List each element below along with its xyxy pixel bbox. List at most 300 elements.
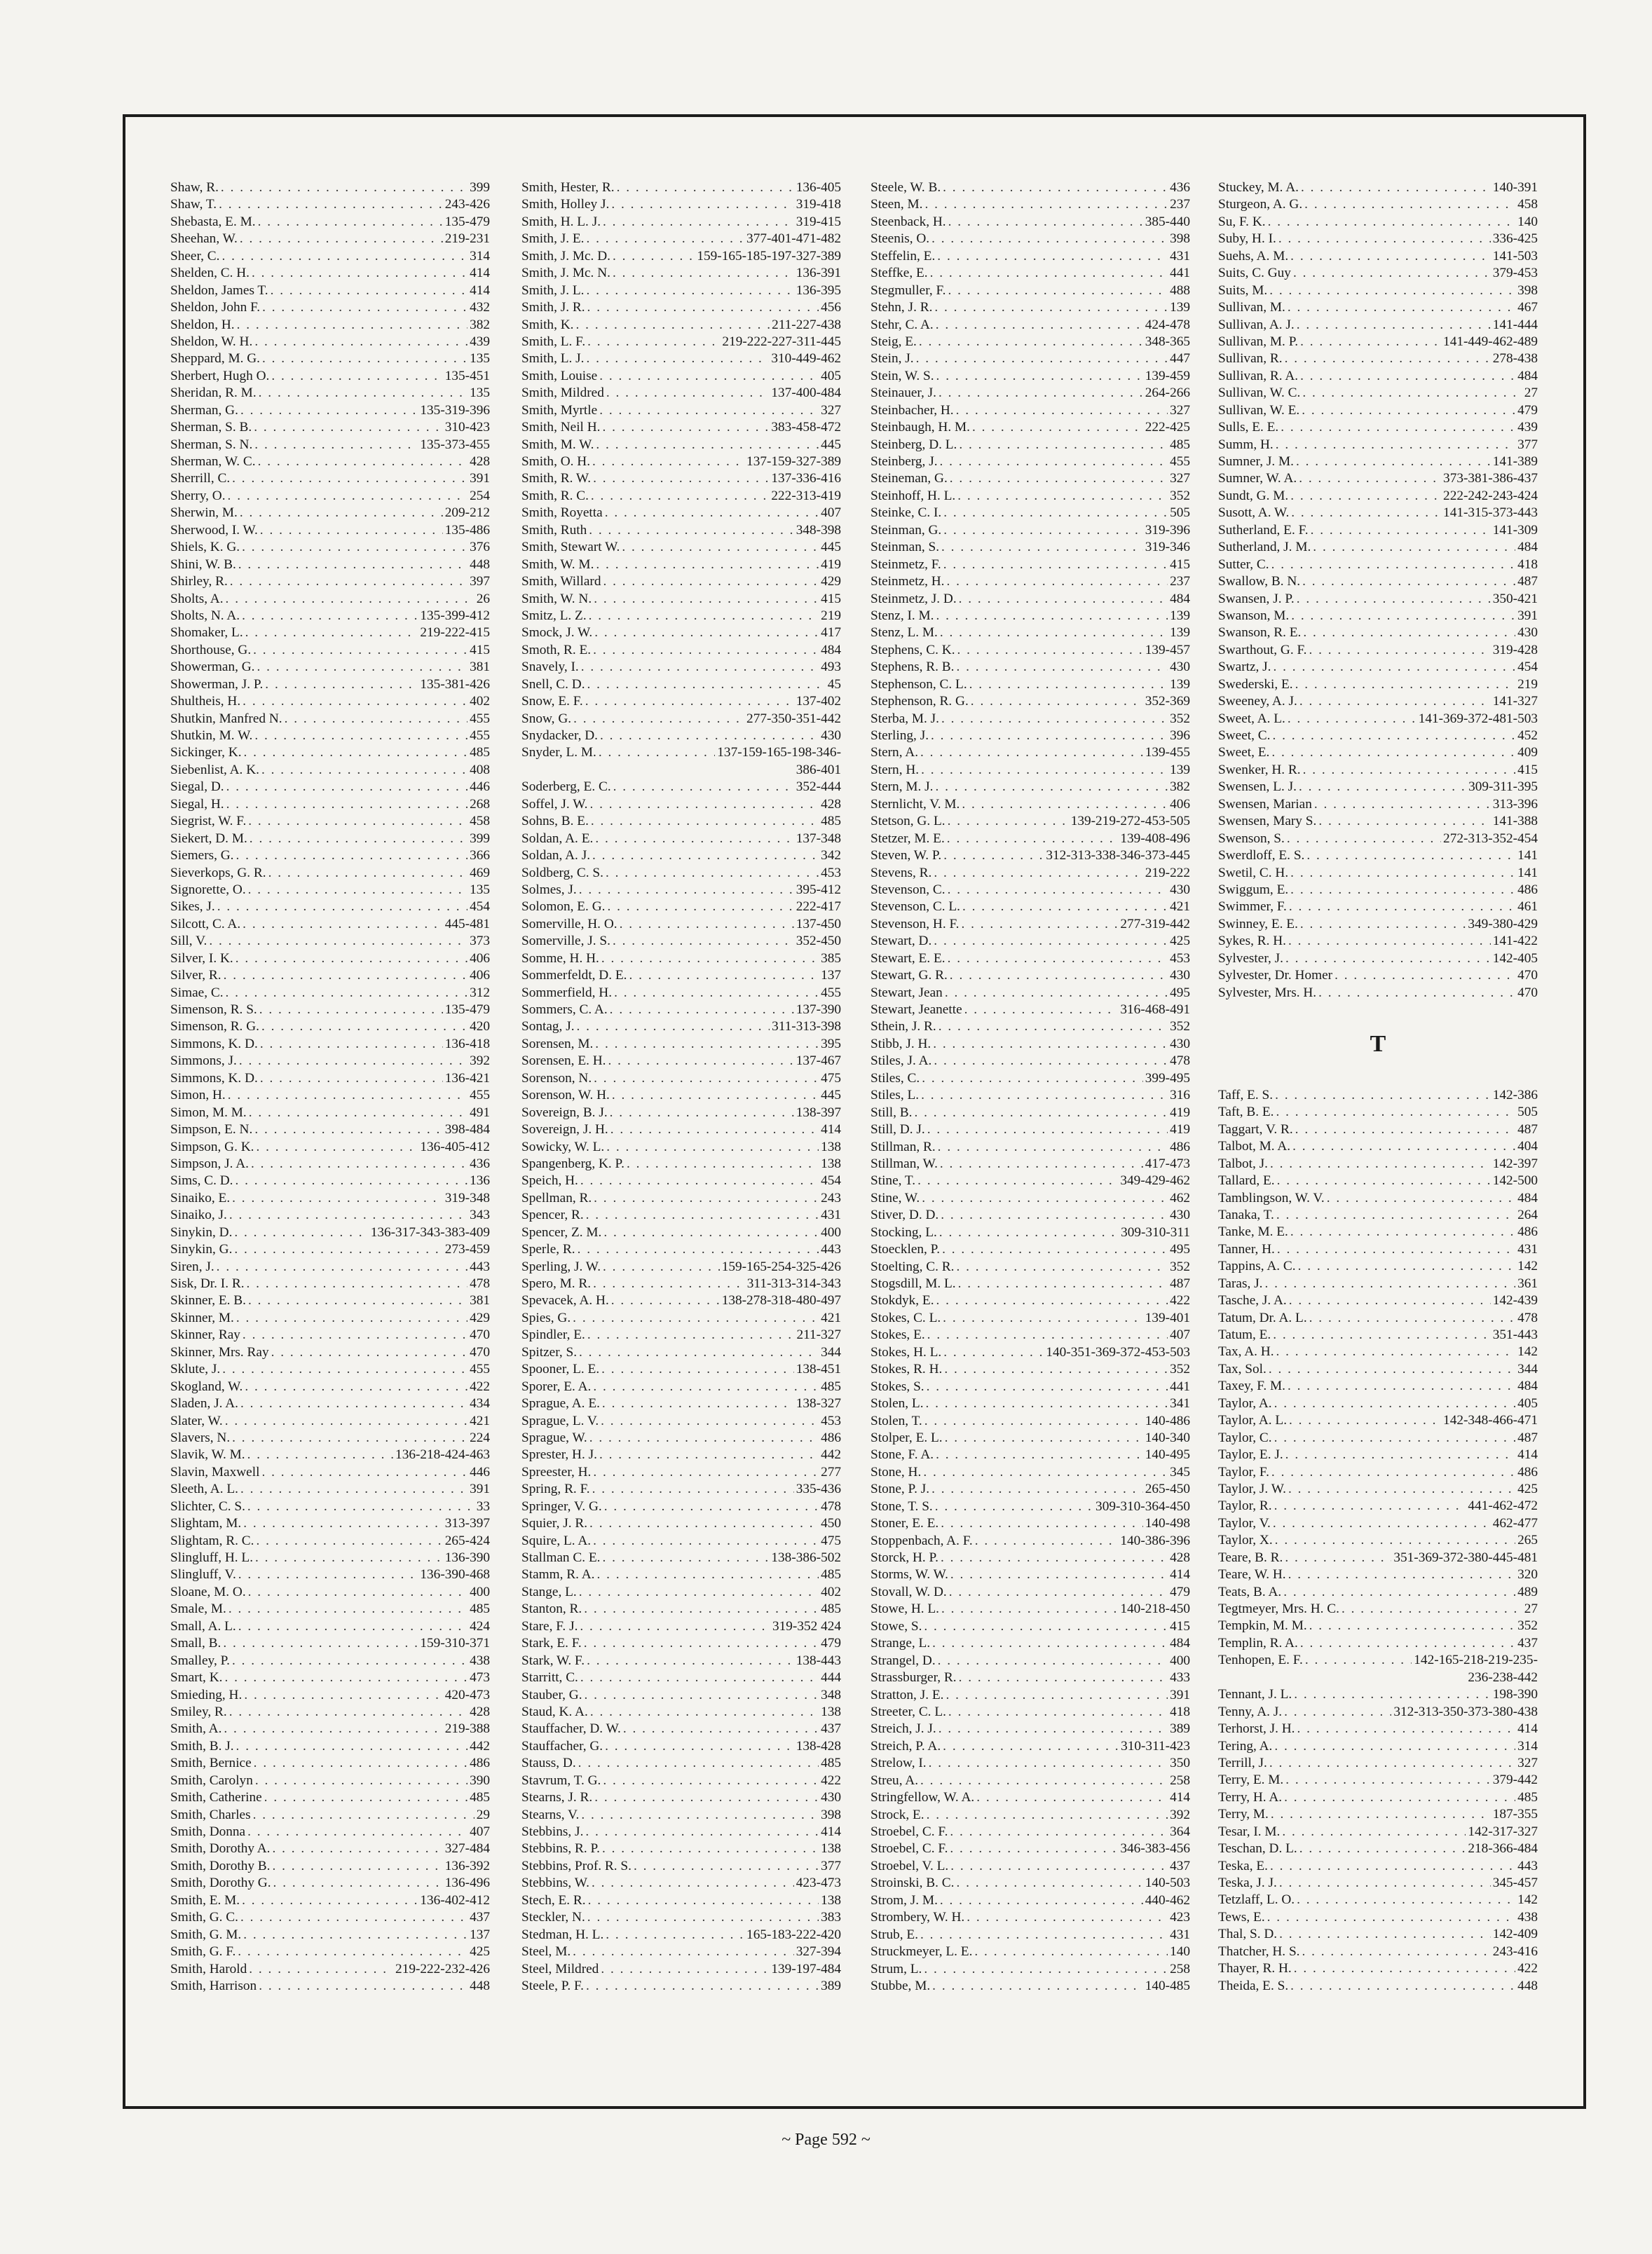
dot-leader [934,1053,1168,1070]
index-entry [1218,437,1538,453]
entry-name: Thal, S. D. [1218,1927,1278,1942]
entry-page-numbers: 141-327 [1492,694,1538,709]
entry-page-numbers: 398 [821,1807,841,1822]
dot-leader [1271,1464,1515,1481]
entry-name: Teska, E. [1218,1858,1268,1873]
entry-name: Stern, M. J. [871,779,934,795]
dot-leader [933,1036,1168,1053]
index-entry [170,179,490,196]
entry-name: Simmons, K. D. [170,1036,258,1051]
entry-page-numbers: 382 [1170,779,1190,795]
entry-page-numbers: 209-212 [444,505,490,521]
index-entry [1218,1498,1538,1515]
dot-leader [226,985,468,1002]
index-entry [871,1395,1190,1412]
dot-leader [936,608,1168,624]
entry-name: Stokes, S. [871,1379,924,1394]
dot-leader [602,1840,819,1857]
index-entry [1218,1618,1538,1634]
dot-leader [1276,1104,1516,1121]
entry-name: Shirley, R. [170,574,228,589]
index-entry [1218,1173,1538,1189]
dot-leader [629,967,819,984]
entry-page-numbers: 135 [470,882,490,897]
dot-leader [936,1447,1143,1463]
index-entry [170,1276,490,1292]
dot-leader [1302,573,1515,590]
index-entry [170,402,490,419]
entry-page-numbers: 327 [821,402,841,418]
entry-page-numbers: 135-451 [444,368,490,383]
entry-name: Stern, H. [871,762,920,777]
index-entry [521,248,841,265]
index-entry [1218,1704,1538,1721]
entry-name: Smith, Neil H. [521,420,601,435]
entry-page-numbers: 219-222-227-311-445 [722,334,841,349]
dot-leader [254,1121,442,1138]
entry-name: Sheldon, John F. [170,300,261,315]
entry-name: Strub, E. [871,1927,919,1942]
entry-page-numbers: 382 [470,317,490,332]
entry-page-numbers: 319-346 [1145,540,1190,555]
entry-page-numbers: 443 [470,1259,490,1274]
dot-leader [956,402,1168,419]
entry-name: Tatum, E. [1218,1327,1271,1342]
entry-name: Stegmuller, F. [871,282,946,298]
dot-leader [595,1036,819,1053]
dot-leader [613,779,794,795]
entry-page-numbers: 404 [1517,1139,1538,1154]
entry-name: Sundt, G. M. [1218,488,1289,503]
entry-name: Sherwood, I. W. [170,522,258,538]
entry-page-numbers: 136-218-424-463 [395,1447,490,1463]
entry-name: Stillman, W. [871,1156,938,1171]
index-entry [871,1721,1190,1737]
entry-page-numbers: 456 [821,300,841,315]
entry-page-numbers: 414 [821,1122,841,1138]
entry-page-numbers: 327-484 [444,1841,490,1857]
dot-leader [949,1584,1168,1601]
index-entry [521,350,841,367]
entry-page-numbers: 316 [1170,1088,1190,1103]
dot-leader [236,847,468,864]
index-entry [871,1241,1190,1258]
index-entry [170,624,490,641]
entry-name: Tanke, M. E. [1218,1224,1288,1240]
index-entry [521,1207,841,1224]
entry-name: Spies, G. [521,1310,571,1325]
dot-leader [1290,1224,1515,1241]
entry-page-numbers: 428 [1170,1550,1190,1565]
entry-page-numbers: 455 [470,728,490,743]
dot-leader [1303,762,1515,779]
dot-leader [606,1927,744,1944]
entry-name: Sloane, M. O. [170,1584,246,1599]
entry-name: Stamm, R. A. [521,1567,595,1583]
index-entry [1218,831,1538,847]
index-entry [1218,676,1538,693]
entry-name: Smith, O. H. [521,454,591,469]
entry-page-numbers: 420 [470,1019,490,1034]
entry-name: Struckmeyer, L. E. [871,1944,973,1960]
index-entry [170,1481,490,1498]
entry-name: Sullivan, A. J. [1218,317,1295,332]
entry-name: Stephenson, C. L. [871,676,967,692]
dot-leader [926,1395,1168,1412]
index-entry [521,1515,841,1532]
entry-page-numbers: 415 [470,642,490,657]
entry-name: Slightam, M. [170,1516,242,1531]
dot-leader [1297,1721,1516,1737]
entry-page-numbers: 136-405 [796,180,841,195]
index-entry [871,1755,1190,1772]
entry-name: Smale, M. [170,1601,226,1617]
dot-leader [243,1927,467,1944]
entry-page-numbers: 313-396 [1492,796,1538,812]
entry-page-numbers: 136-390-468 [420,1567,490,1583]
index-entry [871,1327,1190,1344]
index-entry [871,1653,1190,1669]
index-entry [170,437,490,453]
entry-name: Swenson, S. [1218,831,1285,846]
dot-leader [240,231,443,247]
entry-name: Steinman, G. [871,522,942,538]
entry-name: Strassburger, R. [871,1670,957,1686]
entry-name: Sturgeon, A. G. [1218,197,1303,212]
entry-name: Showerman, J. P. [170,676,264,692]
dot-leader [1276,1207,1515,1224]
dot-leader [251,1156,467,1173]
index-entry-continuation [1218,1669,1538,1686]
index-entry [871,1618,1190,1635]
index-entry [871,1687,1190,1704]
entry-page-numbers: 137 [821,968,841,983]
entry-name: Sheer, C. [170,248,220,264]
entry-name: Tanner, H. [1218,1241,1275,1257]
entry-page-numbers: 137-402 [796,694,841,709]
index-entry [521,1858,841,1875]
entry-name: Slater, W. [170,1413,223,1428]
dot-leader [603,1773,819,1789]
index-entry [1218,1601,1538,1618]
entry-name: Swimmer, F. [1218,899,1287,915]
index-entry [1218,1327,1538,1344]
entry-page-numbers: 136-405-412 [420,1139,490,1154]
entry-page-numbers: 361 [1517,1276,1538,1291]
entry-name: Skinner, E. B. [170,1293,246,1309]
entry-name: Smith, J. E. [521,231,585,247]
entry-name: Silver, R. [170,968,221,983]
entry-name: Solmes, J. [521,882,577,897]
entry-name: Tetzlaff, L. O. [1218,1892,1295,1908]
entry-name: Staud, K. A. [521,1704,588,1719]
index-entry [170,196,490,213]
index-entry [1218,711,1538,728]
index-entry [1218,419,1538,436]
dot-leader [941,539,1143,556]
dot-leader [934,865,1142,882]
entry-page-numbers: 350 [1170,1756,1190,1771]
entry-name: Sheridan, R. M. [170,385,257,401]
entry-page-numbers: 141-369-372-481-503 [1418,711,1538,726]
index-entry [170,265,490,282]
entry-page-numbers: 395 [821,1036,841,1051]
entry-page-numbers: 310-311-423 [1121,1738,1190,1754]
index-entry [170,693,490,710]
index-entry [170,847,490,864]
index-entry [871,1944,1190,1960]
dot-leader [931,231,1168,247]
dot-leader [932,1978,1143,1995]
entry-page-numbers: 352 [1170,1019,1190,1034]
entry-page-numbers: 469 [470,865,490,880]
index-entry [521,1738,841,1755]
entry-page-numbers: 437 [821,1721,841,1737]
dot-leader [217,899,467,915]
entry-name: Sorenson, N. [521,1070,592,1086]
entry-name: Shomaker, L. [170,625,243,641]
entry-page-numbers: 439 [470,334,490,349]
dot-leader [1300,1635,1515,1652]
entry-page-numbers: 485 [821,1379,841,1394]
entry-page-numbers: 385-440 [1145,214,1190,229]
entry-name: Tenhopen, E. F. [1218,1653,1303,1668]
entry-name: Teska, J. J. [1218,1876,1277,1890]
entry-page-numbers: 448 [1517,1978,1538,1993]
entry-page-numbers: 136-395 [796,282,841,298]
index-entry [170,1498,490,1515]
index-entry [170,1156,490,1173]
entry-page-numbers: 455 [470,1088,490,1103]
entry-page-numbers: 422 [1517,1961,1538,1976]
entry-page-numbers: 376 [470,540,490,555]
entry-name: Sylvester, J. [1218,950,1283,966]
dot-leader [962,796,1168,813]
index-entry [170,1070,490,1087]
entry-page-numbers: 402 [821,1584,841,1599]
entry-name: Stearns, J. R. [521,1790,593,1805]
entry-page-numbers: 395-412 [796,882,841,897]
entry-name: Stokes, C. L. [871,1310,941,1325]
index-entry [1218,1464,1538,1481]
entry-name: Sutter, C. [1218,556,1269,572]
entry-name: Strock, E. [871,1807,924,1822]
entry-page-numbers: 140-218-450 [1120,1601,1190,1617]
entry-page-numbers: 352 [1170,488,1190,503]
entry-page-numbers: 458 [470,814,490,829]
entry-name: Sperle, R. [521,1242,575,1257]
entry-page-numbers: 453 [1170,950,1190,966]
index-entry [1218,179,1538,196]
dot-leader [929,1755,1168,1772]
index-entry [871,282,1190,299]
dot-leader [593,1533,819,1550]
entry-page-numbers: 381 [470,1293,490,1309]
index-entry [1218,1156,1538,1173]
index-entry [1218,1258,1538,1275]
entry-page-numbers: 344 [821,1344,841,1360]
dot-leader [235,1173,467,1189]
entry-page-numbers: 431 [821,1208,841,1223]
index-entry [1218,916,1538,933]
dot-leader [226,796,467,813]
index-entry [1218,539,1538,556]
dot-leader [1300,916,1466,933]
entry-name: Shaw, T. [170,197,217,212]
dot-leader [237,317,467,334]
index-entry [170,1036,490,1053]
dot-leader [589,1515,819,1532]
entry-page-numbers: 485 [821,1756,841,1771]
entry-name: Taylor, V. [1218,1515,1271,1531]
entry-page-numbers: 398 [1517,282,1538,298]
dot-leader [239,1053,467,1070]
index-entry [521,437,841,453]
index-entry [871,1156,1190,1173]
entry-name: Starritt, C. [521,1670,578,1686]
entry-page-numbers: 424 [470,1618,490,1634]
dot-leader [1290,488,1441,505]
dot-leader [601,1961,769,1978]
entry-page-numbers: 26 [476,591,490,606]
entry-page-numbers: 462-477 [1492,1515,1538,1531]
entry-page-numbers: 236-238-442 [1468,1669,1538,1685]
entry-page-numbers: 423 [1170,1910,1190,1925]
index-entry [170,1241,490,1258]
dot-leader [594,1070,819,1087]
entry-page-numbers: 399 [470,831,490,846]
index-entry [871,762,1190,779]
dot-leader [252,265,467,282]
dot-leader [591,488,769,505]
entry-name: Small, A. L. [170,1618,236,1634]
index-entry [1218,1412,1538,1429]
dot-leader [610,1105,794,1121]
index-entry [871,470,1190,487]
entry-name: Steel, M. [521,1944,571,1960]
dot-leader [943,522,1143,539]
entry-page-numbers: 319-415 [796,214,841,229]
entry-page-numbers: 139-457 [1145,642,1190,657]
index-entry [871,796,1190,813]
entry-page-numbers: 414 [821,1824,841,1839]
index-entry [871,933,1190,950]
dot-leader [1271,1806,1491,1823]
entry-page-numbers: 165-183-222-420 [746,1927,841,1942]
index-entry [521,1053,841,1070]
entry-name: Taylor, R. [1218,1498,1272,1514]
entry-name: Susott, A. W. [1218,505,1290,521]
index-entry [170,1344,490,1361]
index-entry [521,1550,841,1566]
index-entry [170,711,490,728]
index-entry [521,1018,841,1035]
entry-page-numbers: 312-313-338-346-373-445 [1046,848,1190,863]
index-entry [871,967,1190,984]
entry-name: Stone, P. J. [871,1482,930,1497]
entry-page-numbers: 379-453 [1492,266,1538,281]
entry-page-numbers: 27 [1524,1601,1538,1616]
index-entry [1218,642,1538,659]
dot-leader [924,1961,1168,1978]
entry-page-numbers: 135-373-455 [420,437,490,452]
dot-leader [224,1669,467,1686]
entry-name: Stine, W. [871,1190,920,1205]
entry-page-numbers: 137-348 [796,831,841,846]
entry-name: Tasche, J. A. [1218,1293,1287,1309]
dot-leader [593,1379,819,1395]
entry-page-numbers: 265-450 [1145,1482,1190,1497]
entry-name: Tax, Sol. [1218,1361,1267,1377]
index-entry [170,762,490,779]
index-entry [871,1276,1190,1292]
entry-page-numbers: 454 [821,1173,841,1189]
index-entry [170,1292,490,1309]
entry-page-numbers: 142 [1517,1344,1538,1360]
index-entry [521,1464,841,1481]
dot-leader [224,967,467,984]
entry-page-numbers: 135 [470,351,490,367]
index-entry [170,1327,490,1344]
entry-name: Stange, L. [521,1584,577,1599]
dot-leader [950,1858,1168,1875]
dot-leader [580,1669,819,1686]
entry-page-numbers: 484 [1517,1190,1538,1205]
entry-name: Taylor, J. W. [1218,1481,1286,1496]
entry-page-numbers: 135-479 [444,214,490,229]
dot-leader [957,488,1168,505]
index-entry [1218,1378,1538,1395]
dot-leader [957,642,1143,659]
entry-page-numbers: 493 [821,660,841,675]
entry-name: Sherman, W. C. [170,454,256,469]
entry-name: Taft, B. E. [1218,1105,1274,1120]
index-entry [871,693,1190,710]
index-entry [521,196,841,213]
index-entry [521,1481,841,1498]
dot-leader [589,522,794,539]
dot-leader [260,522,443,539]
dot-leader [943,847,1044,864]
entry-page-numbers: 142-500 [1492,1173,1538,1189]
entry-page-numbers: 414 [470,266,490,281]
entry-name: Stetson, G. L. [871,814,946,829]
index-entry [170,248,490,265]
index-entry [170,1566,490,1583]
dot-leader [232,1653,467,1669]
entry-name: Stanton, R. [521,1601,582,1617]
entry-page-numbers: 402 [470,694,490,709]
entry-name: Simenson, R. S. [170,1002,257,1017]
index-entry [170,1601,490,1618]
dot-leader [1281,419,1515,436]
entry-name: Stovall, W. D. [871,1584,947,1599]
entry-page-numbers: 505 [1517,1105,1538,1120]
entry-name: Spencer, R. [521,1208,584,1223]
entry-page-numbers: 137-400-484 [771,385,841,401]
entry-name: Sullivan, W. E. [1218,402,1300,418]
index-entry [521,608,841,624]
index-entry [871,1344,1190,1361]
index-entry [521,591,841,608]
entry-page-numbers: 264-266 [1145,385,1190,401]
dot-leader [939,1224,1119,1241]
entry-name: Steinke, C. I. [871,505,942,521]
entry-name: Stallman C. E. [521,1550,601,1565]
entry-name: Tax, A. H. [1218,1344,1274,1360]
entry-name: Steffke, E. [871,266,928,281]
entry-name: Siebenlist, A. K. [170,762,259,777]
